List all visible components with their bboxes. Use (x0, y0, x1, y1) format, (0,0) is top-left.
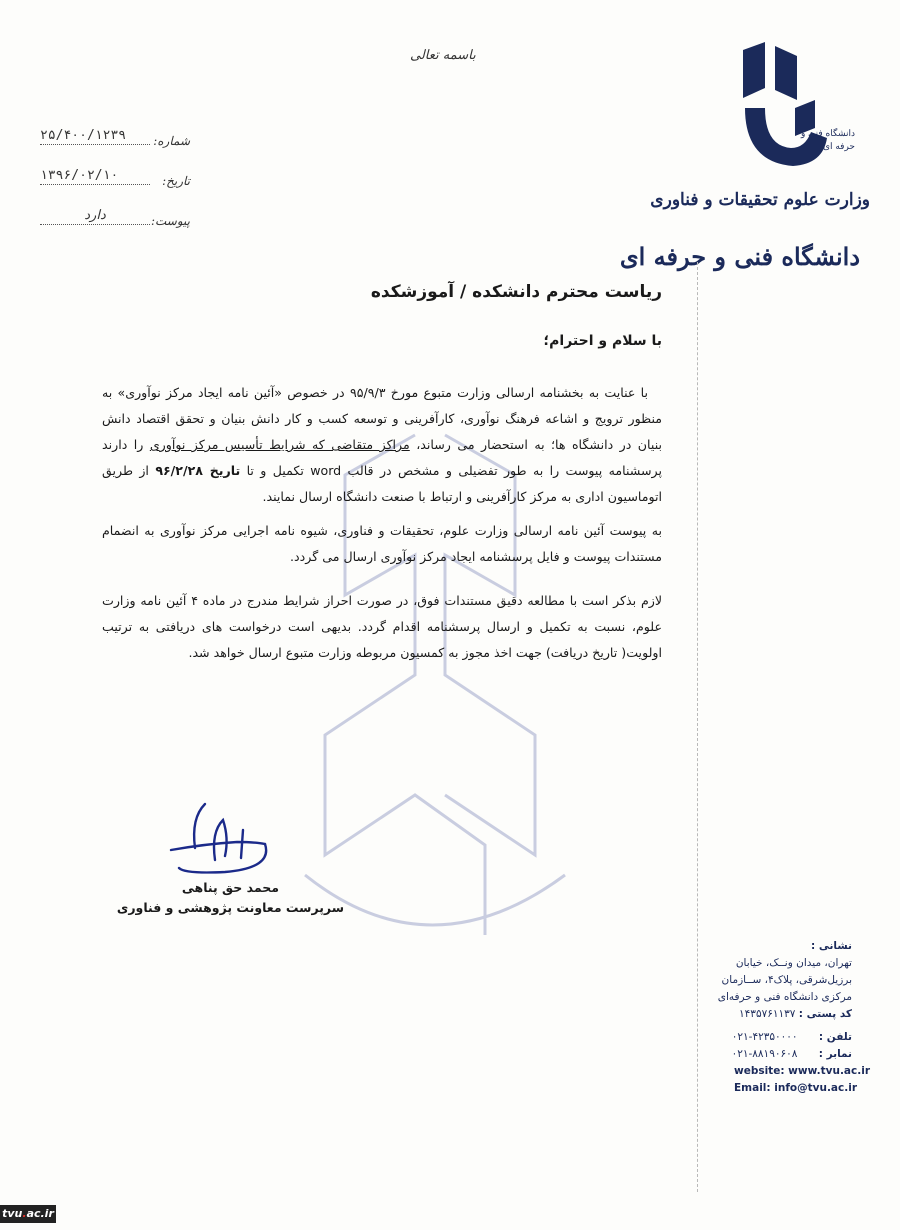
date-label: تاریخ: (162, 174, 190, 188)
postal-value: ۱۴۳۵۷۶۱۱۳۷ (739, 1008, 796, 1020)
letter-body (102, 380, 662, 666)
bismillah: باسمه تعالی (410, 48, 476, 63)
number-value: ۲۵/۴۰۰/۱۲۳۹ (40, 128, 150, 145)
address-block (652, 938, 871, 1097)
fax-row (652, 1046, 852, 1063)
paragraph-3: لازم بذکر است با مطالعه دقیق مستندات فوق، در صورت احراز شرایط مندرج در ماده ۴ آئین نامه وزارت علوم، نسبت به تکمیل و ارسال پرسشنامه اقدام گردد. بدیهی است درخواست های دریافتی به ترتیب اولویت( تاریخ دریافت) جهت اخذ مجوز به کمسیون مربوطه وزارت متبوع ارسال خواهد شد. (102, 593, 663, 660)
address-line-3: مرکزی دانشگاه فنی و حرفه‌ای (717, 991, 852, 1003)
paragraph-1-part-a: با عنایت به بخشنامه ارسالی وزارت متبوع مورخ ۹۵/۹/۳ در خصوص «آئین نامه ایجاد مرکز نوآوری» به منظور ترویج و اشاعه فرهنگ نوآوری، کارآفرینی و توسعه کسب و کار دانش بنیان و تحقق اقتصاد دانش بنیان در دانشگاه ها؛ به استحضار می رساند، (102, 385, 662, 452)
phone-value: ۰۲۱-۴۲۳۵۰۰۰۰ (731, 1031, 798, 1043)
phone-row (652, 1029, 852, 1046)
signer-title: سرپرست معاونت پژوهشی و فناوری (116, 900, 344, 915)
address-line-2: برزیل‌شرقی، پلاک۴، ســازمان (721, 974, 852, 986)
paragraph-1-part-b: را دارند پرسشنامه پیوست را به طور تفضیلی و مشخص در قالب word تکمیل و تا (102, 437, 662, 478)
address-label: نشانی : (811, 940, 852, 952)
ministry-name: وزارت علوم تحقیقات و فناوری (650, 190, 870, 210)
date-row (40, 162, 190, 202)
attachment-value: دارد (40, 208, 150, 225)
paragraph-1-underlined: مراکز متقاضی که شرایط تأسیس مرکز نوآوری (149, 437, 410, 452)
badge-right: ac.ir (26, 1207, 54, 1220)
paragraph-1 (102, 380, 662, 510)
signer-block (117, 878, 344, 918)
paragraph-2: به پیوست آئین نامه ارسالی وزارت علوم، تحقیقات و فناوری، شیوه نامه اجرایی مرکز نوآوری به انضمام مستندات پیوست و فایل پرسشنامه ایجاد مرکز نوآوری ارسال می گردد. (102, 523, 662, 564)
paragraph-1-part-c: از طریق اتوماسیون اداری به مرکز کارآفرینی و ارتباط با صنعت دانشگاه ارسال نمایند. (102, 463, 662, 504)
fax-label: نمابر : (818, 1048, 852, 1060)
recipient: ریاست محترم دانشکده / آموزشکده (370, 282, 662, 302)
number-label: شماره: (153, 134, 190, 148)
attachment-row (40, 202, 190, 242)
postal-row (652, 1006, 852, 1023)
badge-dot: . (22, 1207, 27, 1220)
postal-label: کد پستی : (798, 1008, 852, 1020)
badge-left: tvu (2, 1207, 23, 1220)
number-row (40, 122, 190, 162)
site-badge[interactable] (0, 1205, 56, 1223)
greeting: با سلام و احترام؛ (543, 333, 662, 349)
attachment-label: پیوست: (150, 214, 190, 228)
website[interactable]: website: www.tvu.ac.ir (734, 1065, 871, 1077)
fax-value: ۰۲۱-۸۸۱۹۰۶۰۸ (731, 1048, 798, 1060)
university-name: دانشگاه فنی و حرفه ای (619, 242, 860, 271)
phone-label: تلفن : (818, 1031, 852, 1043)
signature-image (165, 798, 275, 880)
logo-small-text: دانشگاه فنی و حرفه ای (800, 129, 855, 152)
signer-name: محمد حق پناهی (181, 880, 280, 895)
date-value: ۱۳۹۶/۰۲/۱۰ (40, 168, 150, 185)
address-line-1: تهران، میدان ونــک، خیابان (735, 957, 852, 969)
paragraph-1-deadline: تاریخ ۹۶/۲/۲۸ (155, 463, 241, 478)
letter-meta (40, 122, 190, 242)
email[interactable]: Email: info@tvu.ac.ir (734, 1082, 858, 1094)
